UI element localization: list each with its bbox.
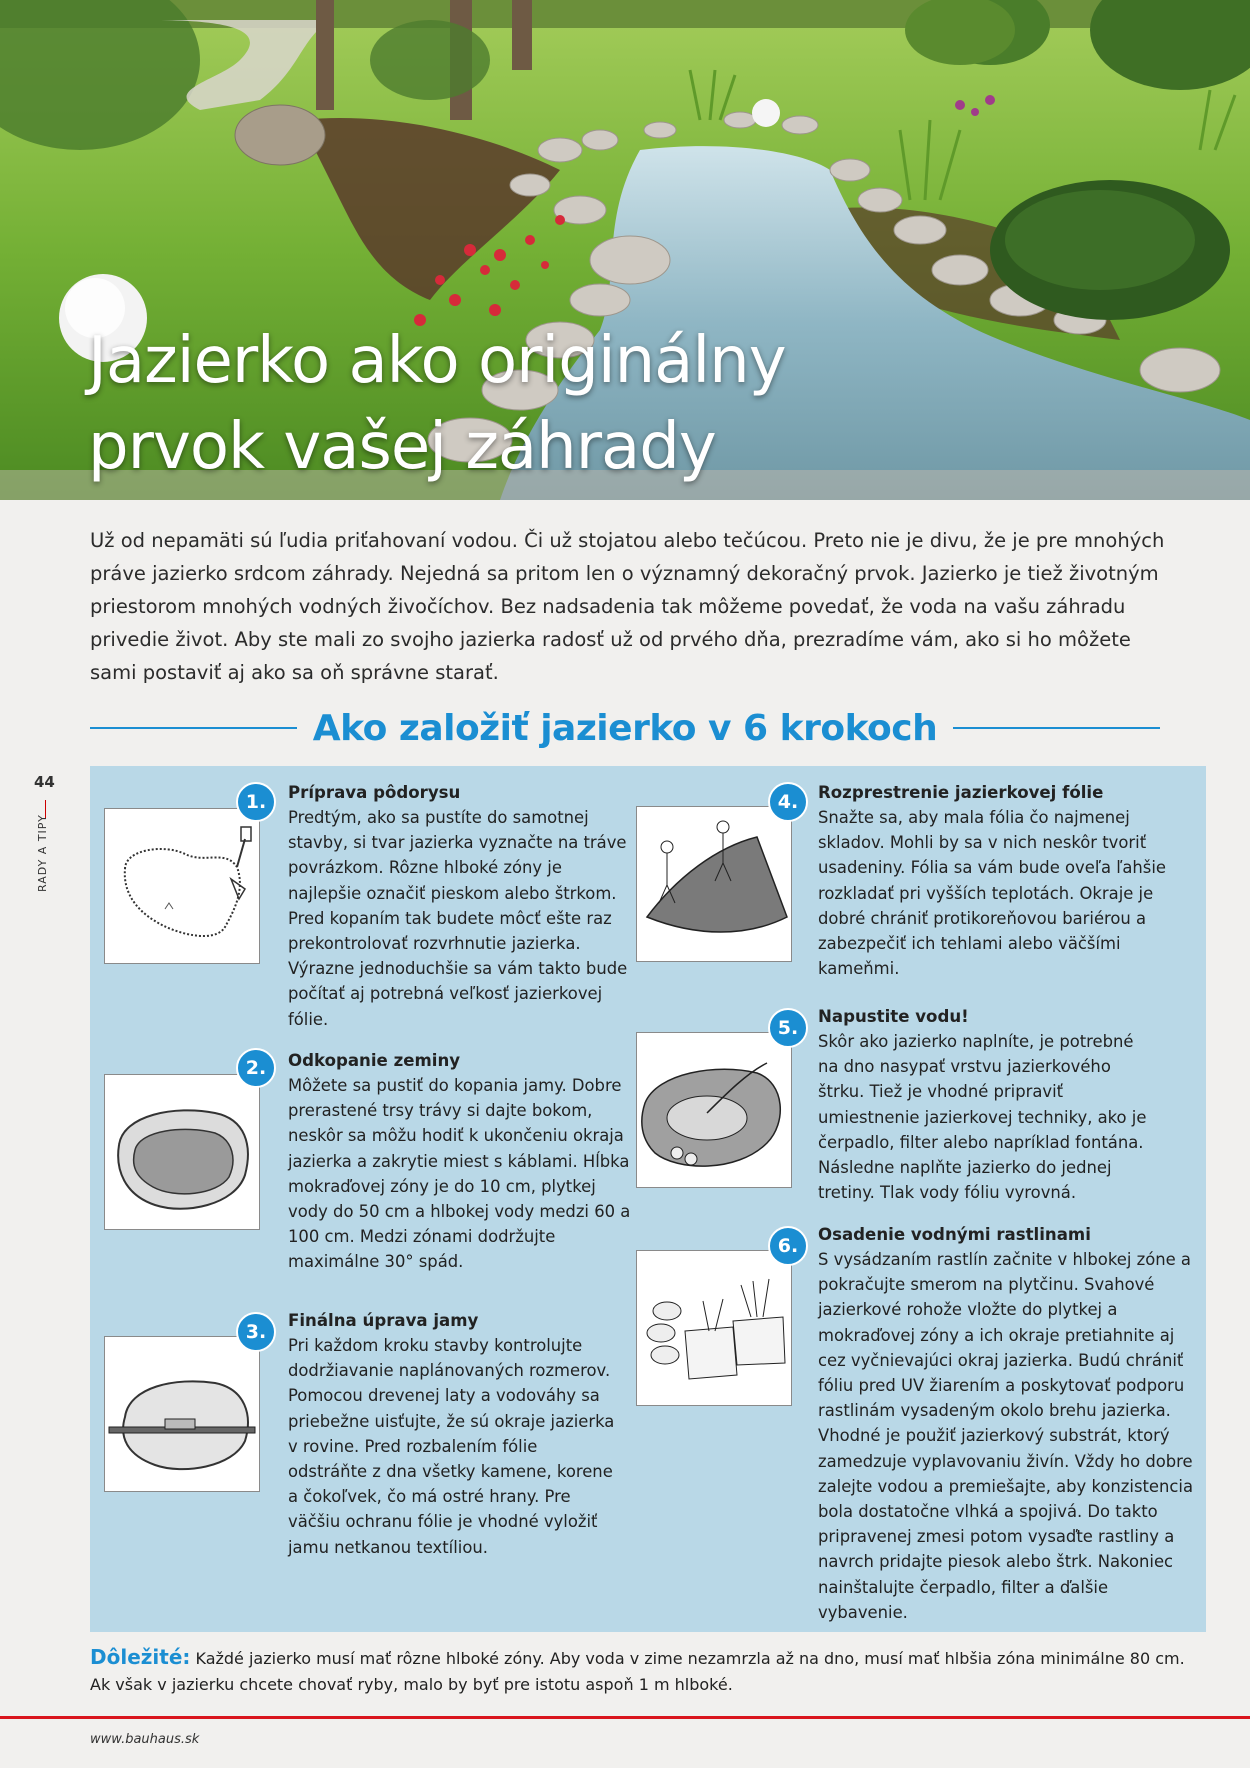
page-number: 44: [34, 773, 55, 791]
steps-panel: [90, 766, 1206, 1632]
step-1-illustration: [104, 808, 260, 964]
step-1-text: [288, 780, 628, 1032]
step-2-text: [288, 1048, 638, 1275]
step-1-description: Predtým, ako sa pustíte do samotnej stavby, si tvar jazierka vyznačte na tráve povrázkom. Rôzne hlboké zóny je najlepšie označiť pieskom alebo štrkom. Pred kopaním tak budete môcť ešte raz prekontrolovať rozvrhnutie jazierka. Výrazne jednoduchšie sa vám takto bude počítať aj potrebná veľkosť jazierkovej fólie.: [288, 808, 628, 1029]
step-3-description: Pri každom kroku stavby kontrolujte dodržiavanie naplánovaných rozmerov. Pomocou drevenej laty a vodováhy sa priebežne uisťujte, že sú okraje jazierka v rovine. Pred rozbalením fólie odstráňte z dna všetky kamene, korene a čokoľvek, čo má ostré hrany. Pre väčšiu ochranu fólie je vhodné vyložiť jamu netkanou textíliou.: [288, 1336, 615, 1557]
step-5-text: [818, 1004, 1158, 1205]
step-5-illustration: [636, 1032, 792, 1188]
heading-rule-right: [953, 727, 1160, 729]
step-2-illustration: [104, 1074, 260, 1230]
important-label: Dôležité:: [90, 1645, 191, 1669]
step-2-title: Odkopanie zeminy: [288, 1051, 461, 1070]
step-3-title: Finálna úprava jamy: [288, 1311, 479, 1330]
planting-baskets-icon: [637, 1251, 791, 1405]
page-title: [88, 318, 988, 490]
liner-spreading-icon: [637, 807, 791, 961]
footer-divider: [0, 1716, 1250, 1719]
rope-outline-icon: [105, 809, 259, 963]
water-filling-icon: [637, 1033, 791, 1187]
dug-pit-icon: [105, 1075, 259, 1229]
step-4-illustration: [636, 806, 792, 962]
leveling-pit-icon: [105, 1337, 259, 1491]
step-5-badge: 5.: [768, 1008, 808, 1048]
step-6-illustration: [636, 1250, 792, 1406]
section-side-label: RADY A TIPY: [36, 814, 49, 892]
heading-rule-left: [90, 727, 297, 729]
step-3-badge: 3.: [236, 1312, 276, 1352]
step-4-description: Snažte sa, aby mala fólia čo najmenej skladov. Mohli by sa v nich neskôr tvoriť usadeniny. Fólia sa vám bude oveľa ľahšie rozkladať pri vyšších teplotách. Okraje je dobré chrániť protikoreňovou bariérou a zabezpečiť ich tehlami alebo väčšími kameňmi.: [818, 808, 1166, 979]
section-heading: [90, 700, 1160, 756]
step-4-badge: 4.: [768, 782, 808, 822]
step-3-illustration: [104, 1336, 260, 1492]
website-url: www.bauhaus.sk: [90, 1732, 200, 1747]
step-2-badge: 2.: [236, 1048, 276, 1088]
step-6-description: S vysádzaním rastlín začnite v hlbokej zóne a pokračujte smerom na plytčinu. Svahové jazierkové rohože vložte do plytkej a mokraďovej zóny a ich okraje pretiahnite aj cez vyčnievajúci okraj jazierka. Budú chrániť fóliu pred UV žiarením a poskytovať podporu rastlinám vysadeným okolo brehu jazierka. Vhodné je použiť jazierkový substrát, ktorý zamedzuje vyplavovaniu živín. Vždy ho dobre zalejte vodou a premiešajte, aby konzistencia bola dostatočne vlhká a spojivá. Do takto pripravenej zmesi potom vysaďte rastliny a navrch pridajte piesok alebo štrk. Nakoniec nainštalujte čerpadlo, filter a ďalšie vybavenie.: [818, 1250, 1193, 1622]
important-text: Každé jazierko musí mať rôzne hlboké zóny. Aby voda v zime nezamrzla až na dno, musí mať hlbšia zóna minimálne 80 cm. Ak však v jazierku chcete chovať ryby, malo by byť pre istotu aspoň 1 m hlboké.: [90, 1649, 1185, 1694]
step-6-badge: 6.: [768, 1226, 808, 1266]
step-1-title: Príprava pôdorysu: [288, 783, 461, 802]
step-6-title: Osadenie vodnými rastlinami: [818, 1225, 1091, 1244]
title-line-2: prvok vašej záhrady: [88, 410, 716, 484]
step-6-text: [818, 1222, 1193, 1625]
step-5-description: Skôr ako jazierko naplníte, je potrebné na dno nasypať vrstvu jazierkového štrku. Tiež je vhodné pripraviť umiestnenie jazierkovej techniky, ako je čerpadlo, filter alebo napríklad fontána. Následne naplňte jazierko do jednej tretiny. Tlak vody fóliu vyrovná.: [818, 1032, 1147, 1203]
step-5-title: Napustite vodu!: [818, 1007, 969, 1026]
step-4-title: Rozprestrenie jazierkovej fólie: [818, 783, 1104, 802]
step-4-text: [818, 780, 1168, 981]
step-1-badge: 1.: [236, 782, 276, 822]
intro-paragraph: Už od nepamäti sú ľudia priťahovaní vodou. Či už stojatou alebo tečúcou. Preto nie je divu, že je pre mnohých práve jazierko srdcom záhrady. Nejedná sa pritom len o významný dekoračný prvok. Jazierko je tiež životným priestorom mnohých vodných živočíchov. Bez nadsadenia tak môžeme povedať, že voda na vašu záhradu privedie život. Aby ste mali zo svojho jazierka radosť už od prvého dňa, prezradíme vám, ako si ho môžete sami postaviť aj ako sa oň správne starať.: [90, 529, 1165, 684]
important-note: [90, 1644, 1190, 1698]
hero-image: [0, 0, 1250, 500]
section-title: Ako založiť jazierko v 6 krokoch: [312, 707, 938, 749]
step-3-text: [288, 1308, 618, 1560]
step-2-description: Môžete sa pustiť do kopania jamy. Dobre prerastené trsy trávy si dajte bokom, neskôr sa môžu hodiť k ukončeniu okraja jazierka a zakrytie miest s káblami. Hĺbka mokraďovej zóny je do 10 cm, plytkej vody do 50 cm a hlbokej vody medzi 60 a 100 cm. Medzi zónami dodržujte maximálne 30° spád.: [288, 1076, 631, 1272]
title-line-1: Jazierko ako originálny: [88, 324, 786, 398]
